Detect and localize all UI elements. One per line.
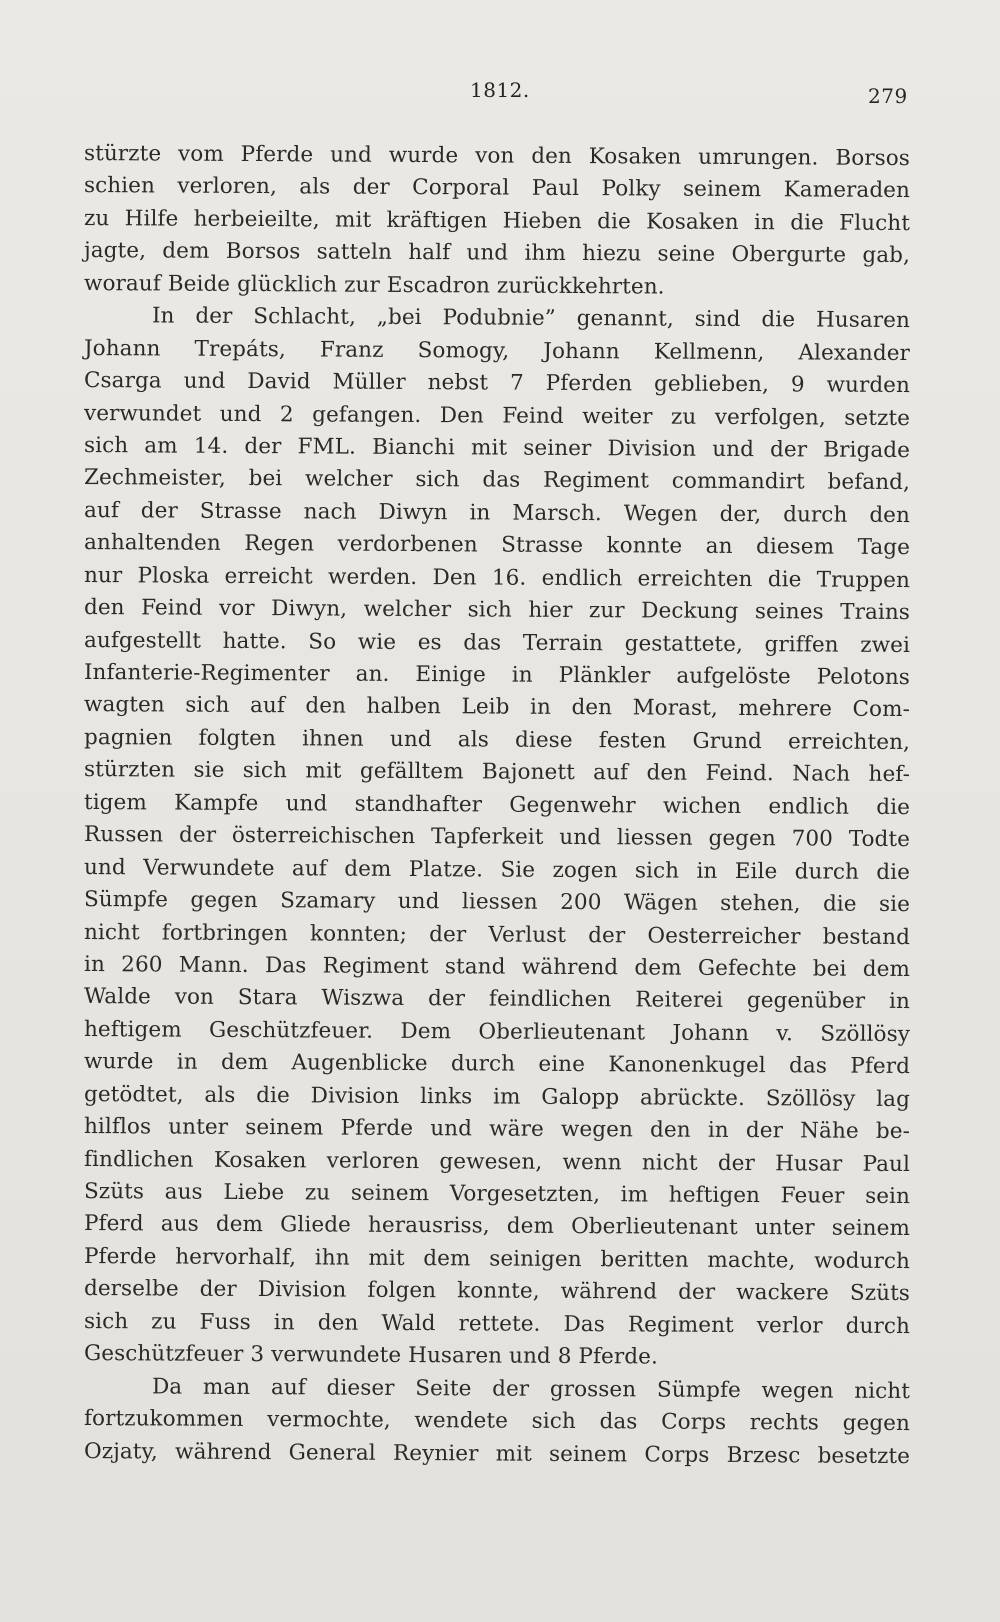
- text-line: Russen der österreichischen Tapferkeit und liessen gegen 700 Todte: [83, 822, 911, 853]
- text-line: Geschützfeuer 3 verwundete Husaren und 8 Pferde.: [83, 1341, 658, 1370]
- text-line: wagten sich auf den halben Leib in den Morast, mehrere Com-: [83, 692, 911, 723]
- text-line: stürzte vom Pferde und wurde von den Kosaken umrungen. Borsos: [83, 141, 911, 172]
- text-line: den Feind vor Diwyn, welcher sich hier zur Deckung seines Trains: [83, 595, 911, 626]
- text-line: jagte, dem Borsos satteln half und ihm hiezu seine Obergurte gab,: [83, 238, 911, 269]
- text-line: anhaltenden Regen verdorbenen Strasse konnte an diesem Tage: [83, 530, 911, 561]
- text-line: Szüts aus Liebe zu seinem Vorgesetzten, im heftigen Feuer sein: [83, 1179, 911, 1210]
- text-line: hilflos unter seinem Pferde und wäre wegen den in der Nähe be-: [83, 1114, 911, 1145]
- text-line: getödtet, als die Division links im Galopp abrückte. Szöllösy lag: [83, 1081, 911, 1112]
- text-line: Walde von Stara Wiszwa der feindlichen Reiterei gegenüber in: [83, 984, 911, 1015]
- text-line: Johann Trepáts, Franz Somogy, Johann Kellmenn, Alexander: [83, 335, 911, 366]
- text-line: derselbe der Division folgen konnte, während der wackere Szüts: [83, 1276, 911, 1307]
- text-line: Zechmeister, bei welcher sich das Regiment commandirt befand,: [83, 465, 911, 496]
- text-line: worauf Beide glücklich zur Escadron zurückkehrten.: [83, 270, 665, 300]
- text-line: auf der Strasse nach Diwyn in Marsch. Wegen der, durch den: [83, 497, 911, 528]
- text-line: nur Ploska erreicht werden. Den 16. endlich erreichten die Truppen: [83, 562, 911, 593]
- text-line: verwundet und 2 gefangen. Den Feind weiter zu verfolgen, setzte: [83, 400, 911, 431]
- text-line: findlichen Kosaken verloren gewesen, wenn nicht der Husar Paul: [83, 1146, 911, 1177]
- text-line: Sümpfe gegen Szamary und liessen 200 Wägen stehen, die sie: [83, 887, 911, 918]
- page-header: [0, 72, 1000, 112]
- text-line: zu Hilfe herbeieilte, mit kräftigen Hieben die Kosaken in die Flucht: [83, 205, 911, 236]
- text-line: sich zu Fuss in den Wald rettete. Das Regiment verlor durch: [83, 1308, 911, 1339]
- text-line: tigem Kampfe und standhafter Gegenwehr wichen endlich die: [83, 789, 911, 820]
- body-text: [84, 138, 910, 1468]
- text-line: Infanterie-Regimenter an. Einige in Plänkler aufgelöste Pelotons: [83, 660, 911, 691]
- running-head: 1812.: [470, 78, 530, 102]
- text-line: aufgestellt hatte. So wie es das Terrain gestattete, griffen zwei: [83, 627, 911, 658]
- text-line: pagnien folgten ihnen und als diese festen Grund erreichten,: [83, 724, 911, 755]
- page-number: 279: [868, 84, 908, 108]
- text-line: Pferde hervorhalf, ihn mit dem seinigen beritten machte, wodurch: [83, 1243, 911, 1274]
- text-line: Ozjaty, während General Reynier mit seinem Corps Brzesc besetzte: [83, 1438, 911, 1469]
- text-line: wurde in dem Augenblicke durch eine Kanonenkugel das Pferd: [83, 1049, 911, 1080]
- text-line: stürzten sie sich mit gefälltem Bajonett auf den Feind. Nach hef-: [83, 757, 911, 788]
- text-line: nicht fortbringen konnten; der Verlust der Oesterreicher bestand: [83, 919, 911, 950]
- text-line: Da man auf dieser Seite der grossen Sümpfe wegen nicht: [151, 1374, 911, 1404]
- text-line: sich am 14. der FML. Bianchi mit seiner Division und der Brigade: [83, 432, 911, 463]
- text-line: in 260 Mann. Das Regiment stand während dem Gefechte bei dem: [83, 951, 911, 982]
- text-line: heftigem Geschützfeuer. Dem Oberlieutenant Johann v. Szöllösy: [83, 1016, 911, 1047]
- text-line: schien verloren, als der Corporal Paul Polky seinem Kameraden: [83, 173, 911, 204]
- text-line: fortzukommen vermochte, wendete sich das Corps rechts gegen: [83, 1406, 911, 1437]
- text-line: Csarga und David Müller nebst 7 Pferden geblieben, 9 wurden: [83, 368, 911, 399]
- text-line: In der Schlacht, „bei Podubnie” genannt, sind die Husaren: [151, 303, 911, 334]
- text-line: Pferd aus dem Gliede herausriss, dem Oberlieutenant unter seinem: [83, 1211, 911, 1242]
- text-line: und Verwundete auf dem Platze. Sie zogen sich in Eile durch die: [83, 854, 911, 885]
